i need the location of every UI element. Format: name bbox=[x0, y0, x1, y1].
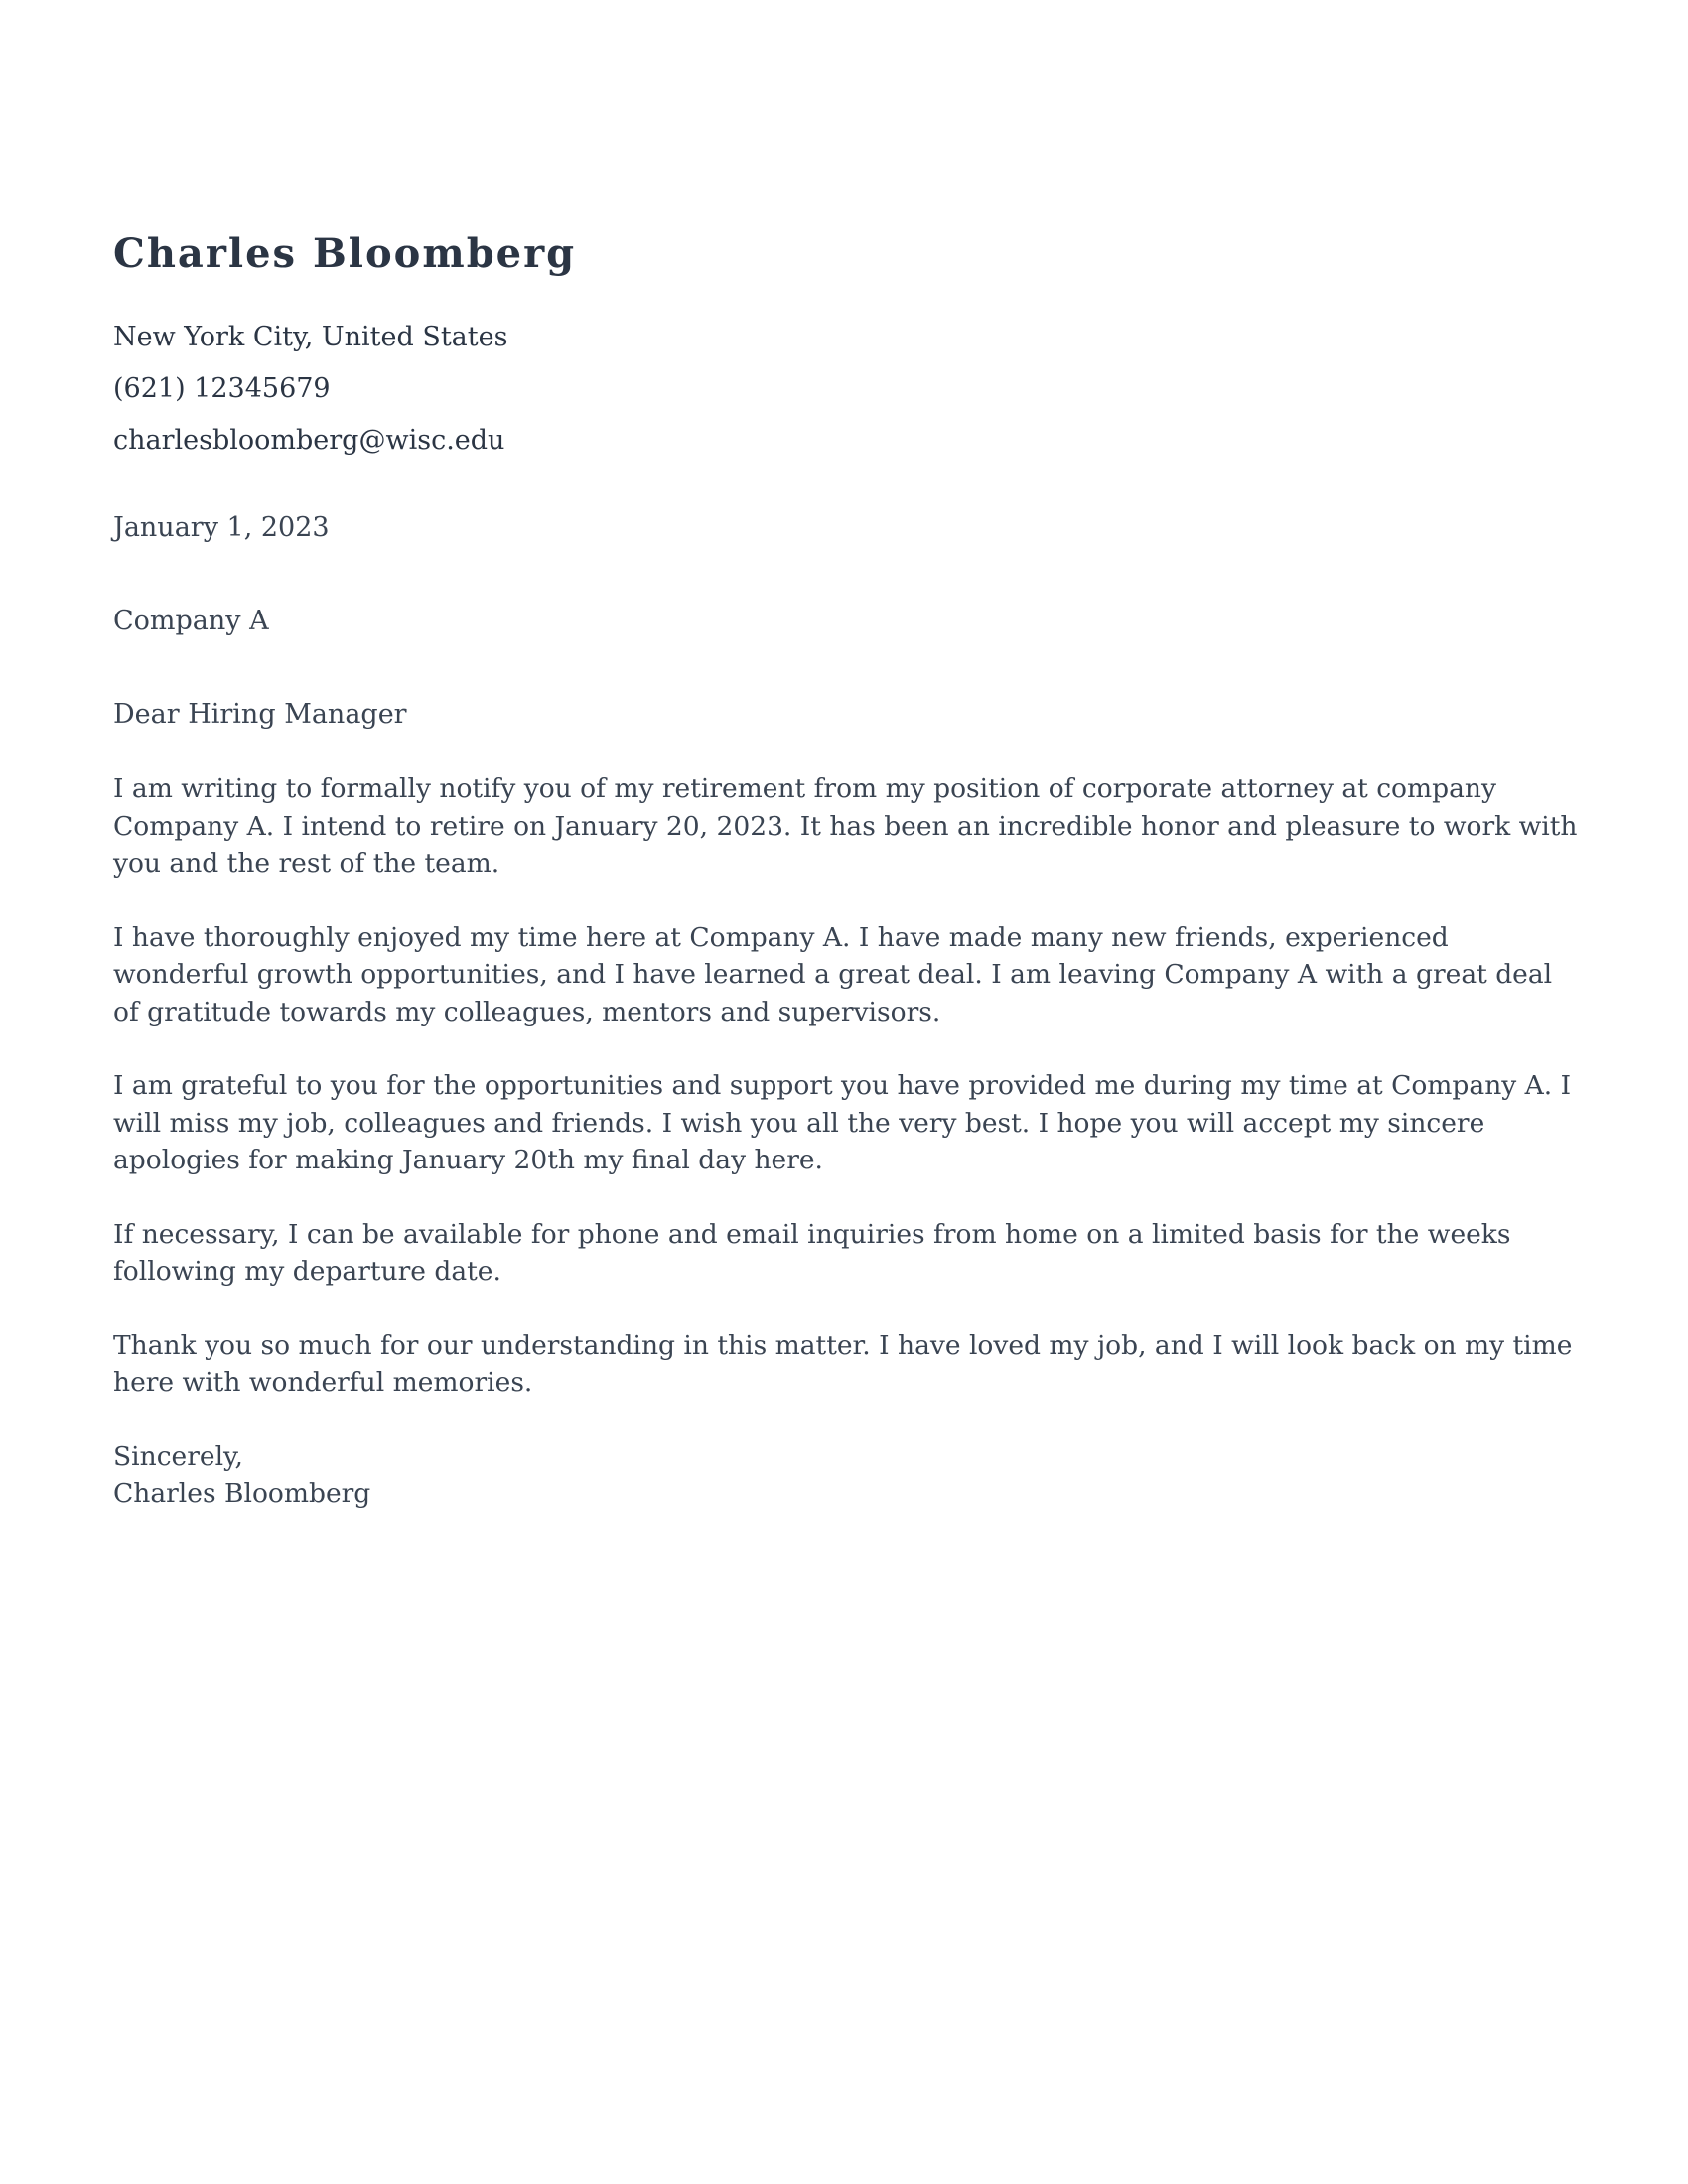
sender-phone: (621) 12345679 bbox=[113, 373, 331, 404]
letter-closing bbox=[113, 1438, 1583, 1513]
sender-email: charlesbloomberg@wisc.edu bbox=[113, 425, 505, 456]
signature-name: Charles Bloomberg bbox=[113, 1478, 371, 1509]
body-paragraph: I have thoroughly enjoyed my time here at Company A. I have made many new friends, experienced wonderful growth opportunities, and I have learned a great deal. I am leaving Company A with a great deal of gratitude towards my colleagues, mentors and supervisors. bbox=[113, 921, 1553, 1027]
sender-name: Charles Bloomberg bbox=[113, 230, 577, 277]
letter-page bbox=[113, 226, 1583, 1513]
sender-location: New York City, United States bbox=[113, 322, 508, 352]
body-paragraph: If necessary, I can be available for phone and email inquiries from home on a limited basis for the weeks following my departure date. bbox=[113, 1218, 1511, 1287]
recipient-company: Company A bbox=[113, 606, 269, 636]
sender-contact bbox=[113, 312, 1583, 467]
valediction: Sincerely, bbox=[113, 1440, 243, 1472]
body-paragraph: I am writing to formally notify you of my retirement from my position of corporate attorney at company Company A. I intend to retire on January 20, 2023. It has been an incredible honor and pleasure to work with you and the rest of the team. bbox=[113, 773, 1578, 879]
body-paragraph: Thank you so much for our understanding in this matter. I have loved my job, and I will look back on my time here with wonderful memories. bbox=[113, 1329, 1573, 1398]
salutation: Dear Hiring Manager bbox=[113, 699, 407, 730]
body-paragraph: I am grateful to you for the opportunities and support you have provided me during my time at Company A. I will miss my job, colleagues and friends. I wish you all the very best. I hope you will accept my sincere apologies for making January 20th my final day here. bbox=[113, 1070, 1572, 1175]
letter-date: January 1, 2023 bbox=[113, 512, 330, 543]
letter-body bbox=[113, 770, 1583, 1402]
